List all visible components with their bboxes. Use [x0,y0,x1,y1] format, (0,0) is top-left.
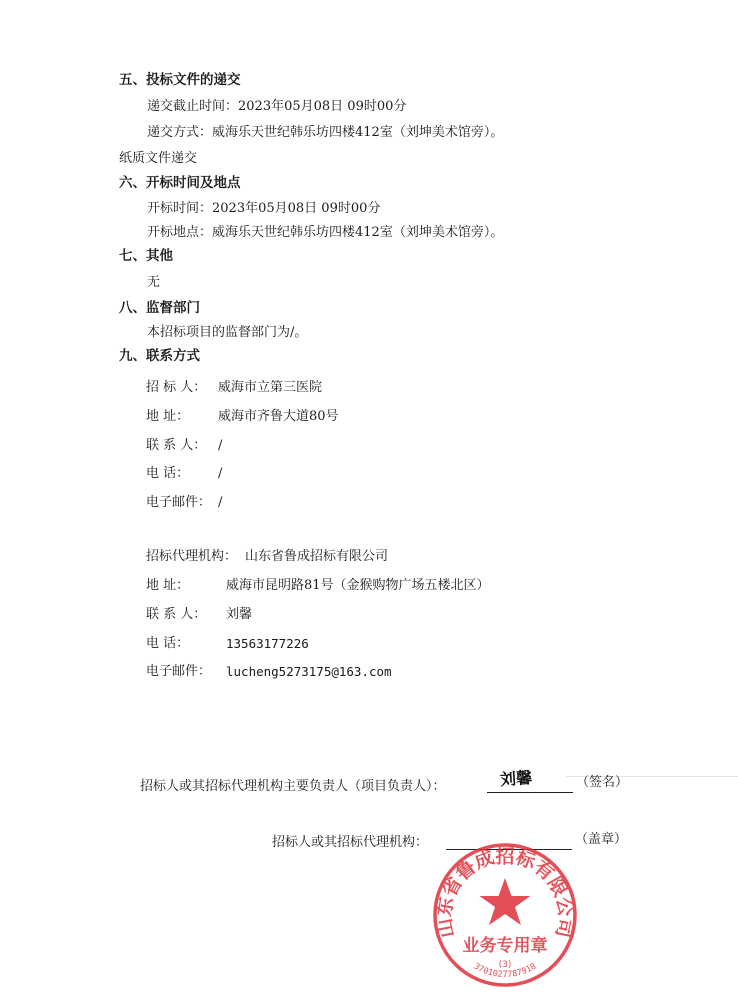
opening-time: 开标时间：2023年05月08日 09时00分 [147,201,381,216]
signature-underline [487,792,573,793]
seal-star-icon [480,878,531,925]
company-seal [430,840,580,990]
section-9-heading: 九、联系方式 [119,348,200,364]
agency-address-label: 地 址： [146,578,190,593]
agency-email: lucheng5273175@163.com [226,664,392,679]
section-7-heading: 七、其他 [119,248,173,264]
tenderer-phone-label: 电 话： [146,466,190,481]
seal-center-text: 业务专用章 [462,936,548,956]
handwritten-signature: 刘馨 [499,767,533,790]
tenderer-contact-label: 联 系 人： [146,438,207,453]
other-text: 无 [147,275,161,290]
supervision-text: 本招标项目的监督部门为/。 [147,325,308,340]
agency-name-label: 招标代理机构： [146,549,238,564]
opening-place: 开标地点：威海乐天世纪韩乐坊四楼412室（刘坤美术馆旁）。 [147,225,504,240]
section-8-heading: 八、监督部门 [119,300,200,316]
agency-email-label: 电子邮件： [146,664,212,679]
agency-name: 山东省鲁成招标有限公司 [245,549,389,564]
paper-submission: 纸质文件递交 [119,151,198,166]
submission-deadline: 递交截止时间：2023年05月08日 09时00分 [147,99,407,114]
agency-contact: 刘馨 [226,607,253,622]
tenderer-address: 威海市齐鲁大道80号 [218,409,339,424]
tenderer-email: / [218,495,223,510]
section-6-heading: 六、开标时间及地点 [119,175,241,191]
seal-number: (3) [498,960,512,970]
tenderer-name: 威海市立第三医院 [218,380,323,395]
section-5-heading: 五、投标文件的递交 [119,72,241,88]
agency-phone: 13563177226 [226,636,309,651]
stamp-label: 招标人或其招标代理机构： [272,835,429,850]
tenderer-email-label: 电子邮件： [146,495,212,510]
tenderer-name-label: 招 标 人： [146,380,207,395]
agency-phone-label: 电 话： [146,636,190,651]
tenderer-phone: / [218,466,223,481]
stamp-suffix: （盖章） [575,832,628,847]
seal-code: 3701027787918 [471,961,539,980]
signature-label: 招标人或其招标代理机构主要负责人（项目负责人）： [140,779,446,794]
seal-ring-text: 山东省鲁成招标有限公司 [433,845,577,940]
agency-address: 威海市昆明路81号（金猴购物广场五楼北区） [226,578,490,593]
tenderer-address-label: 地 址： [146,409,190,424]
signature-suffix: （签名） [576,775,629,790]
agency-contact-label: 联 系 人： [146,607,207,622]
submission-method: 递交方式：威海乐天世纪韩乐坊四楼412室（刘坤美术馆旁）。 [147,125,504,140]
tenderer-contact: / [218,438,223,453]
